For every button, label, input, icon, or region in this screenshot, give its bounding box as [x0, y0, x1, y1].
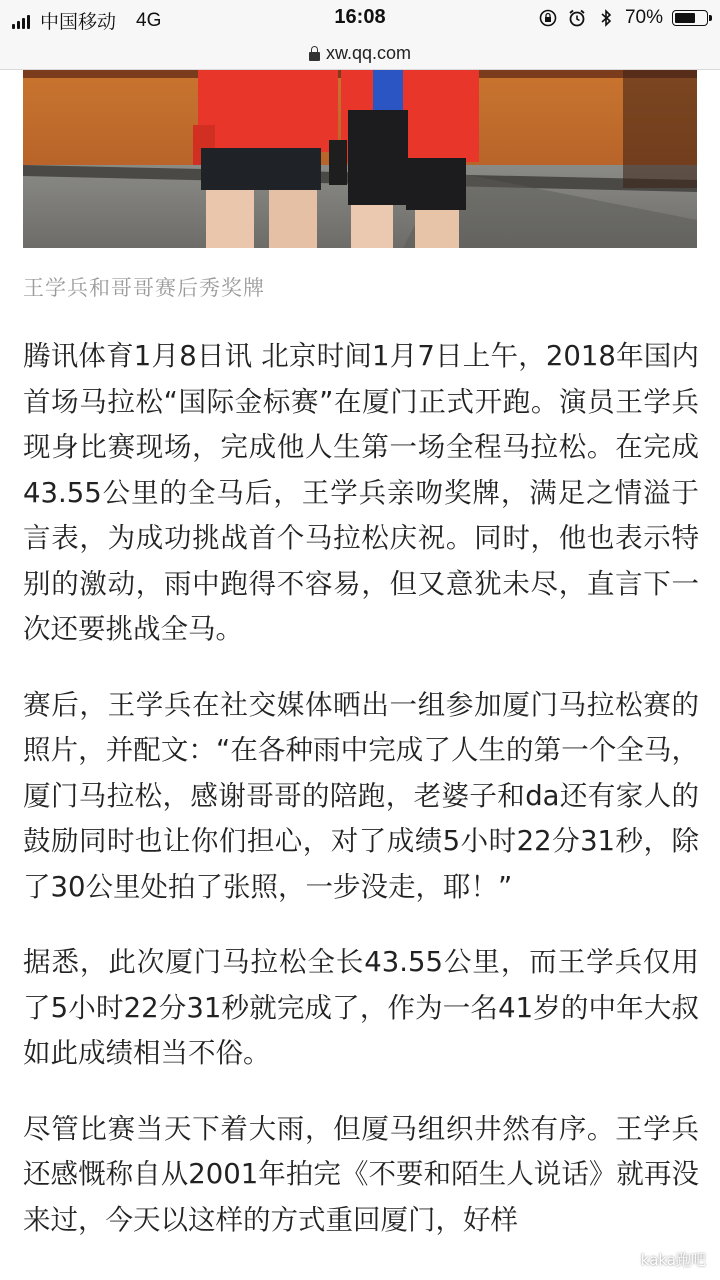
- wechat-icon: [609, 1248, 635, 1270]
- bluetooth-icon: [596, 8, 616, 28]
- alarm-icon: [567, 8, 587, 28]
- article-paragraph: 腾讯体育1月8日讯 北京时间1月7日上午，2018年国内首场马拉松“国际金标赛”在厦门正式开跑。演员王学兵现身比赛现场，完成他人生第一场全程马拉松。在完成43.55公里的全马后，王学兵亲吻奖牌，满足之情溢于言表，为成功挑战首个马拉松庆祝。同时，他也表示特别的激动，雨中跑得不容易，但又意犹未尽，直言下一次还要挑战全马。: [23, 340, 699, 645]
- article-body: [23, 334, 699, 1273]
- address-bar[interactable]: [0, 38, 720, 70]
- wechat-watermark: [609, 1248, 706, 1270]
- clock: 16:08: [334, 6, 386, 28]
- carrier-name: 中国移动: [40, 12, 117, 33]
- lock-icon: [309, 52, 320, 61]
- network-type: 4G: [136, 9, 162, 31]
- battery-level-fill: [675, 13, 695, 23]
- rotation-lock-icon: [538, 8, 558, 28]
- article-paragraph: 尽管比赛当天下着大雨，但厦马组织井然有序。王学兵还感慨称自从2001年拍完《不要和陌生人说话》就再没来过，今天以这样的方式重回厦门，好样: [23, 1112, 699, 1236]
- photo-caption: 王学兵和哥哥赛后秀奖牌: [23, 276, 265, 300]
- article-paragraph: 据悉，此次厦门马拉松全长43.55公里，而王学兵仅用了5小时22分31秒就完成了，作为一名41岁的中年大叔如此成绩相当不俗。: [23, 946, 699, 1069]
- article-paragraph: 赛后，王学兵在社交媒体晒出一组参加厦门马拉松赛的照片，并配文：“在各种雨中完成了人生的第一个全马，厦门马拉松，感谢哥哥的陪跑，老婆子和da还有家人的鼓励同时也让你们担心，对了成绩5小时22分31秒，除了30公里处拍了张照，一步没走，耶！”: [23, 688, 699, 903]
- url-text: xw.qq.com: [325, 43, 412, 63]
- status-bar: [0, 0, 720, 38]
- battery-icon: [672, 10, 708, 26]
- photo-illustration: [23, 70, 697, 248]
- article-photo: [23, 70, 697, 248]
- watermark-text: kaka跑吧: [640, 1250, 706, 1269]
- status-bar-right: [538, 7, 708, 29]
- battery-percent: 70%: [624, 7, 663, 28]
